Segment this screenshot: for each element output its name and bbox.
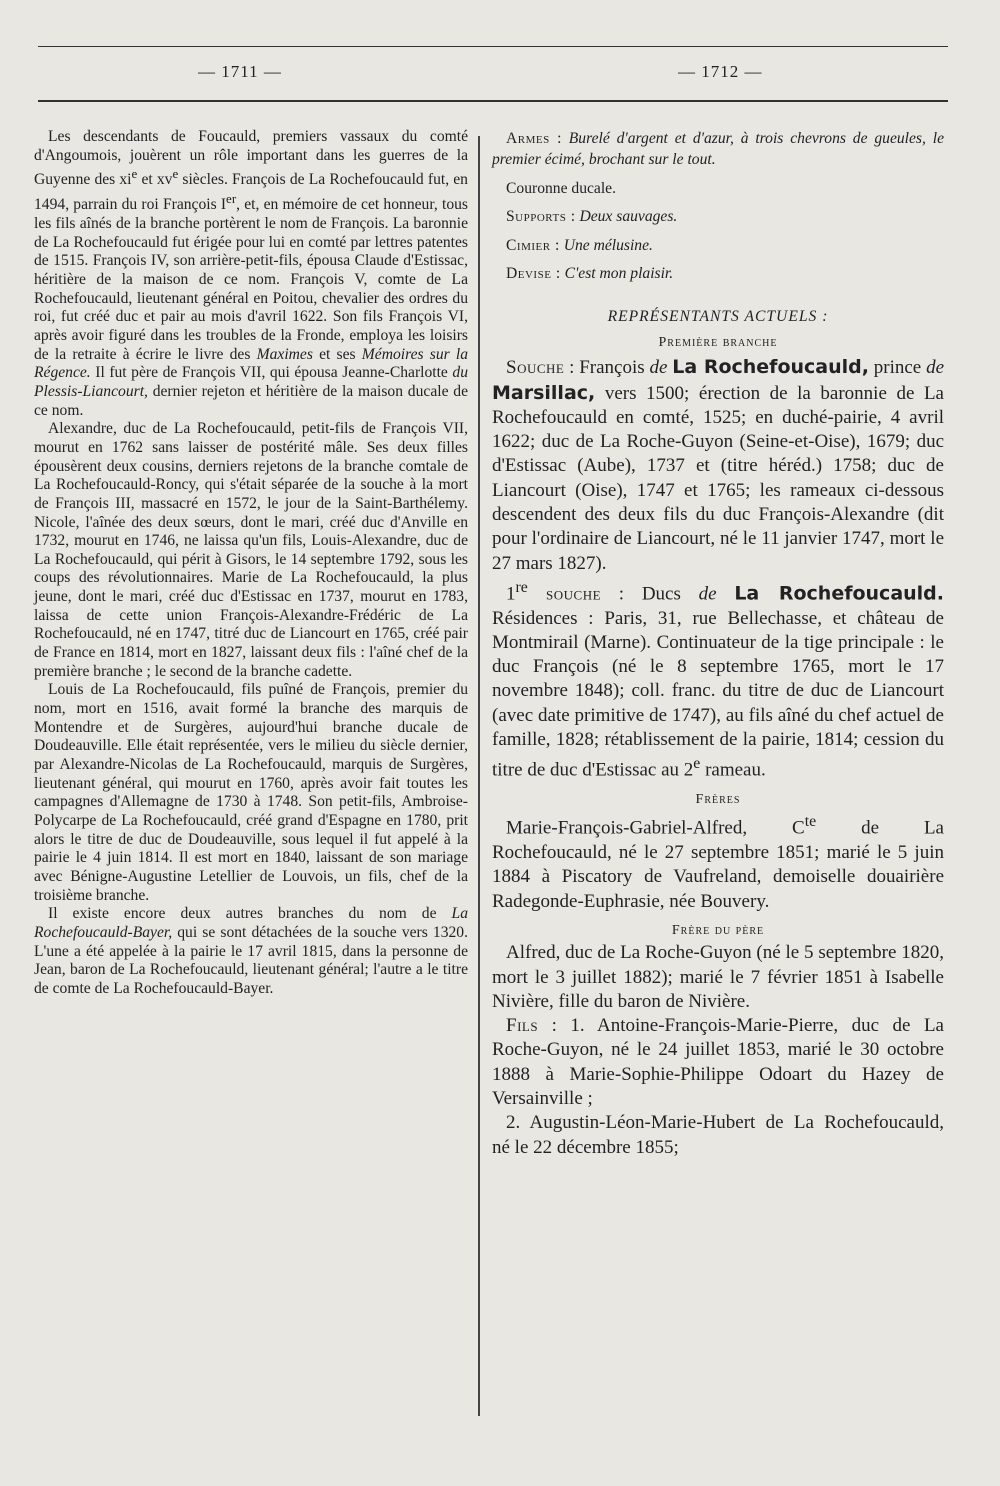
right-page-number: — 1712 — bbox=[678, 62, 763, 81]
armes-entry: Armes : Burelé d'argent et d'azur, à trois chevrons de gueules, le premier écimé, brochant sur le tout. bbox=[492, 130, 944, 169]
right-column bbox=[492, 128, 944, 1160]
couronne-entry: Couronne ducale. bbox=[506, 179, 616, 197]
frere-du-pere-heading: Frère du père bbox=[671, 922, 765, 938]
column-divider bbox=[478, 136, 480, 1416]
branch-heading: Première branche bbox=[658, 334, 778, 350]
frere-du-pere-entry: Alfred, duc de La Roche-Guyon (né le 5 septembre 1820, mort le 3 juillet 1882); marié le 7 février 1851 à Isabelle Nivière, fille du baron de Nivière. bbox=[492, 942, 944, 1012]
top-rule bbox=[38, 46, 948, 47]
left-paragraph-3: Louis de La Rochefoucauld, fils puîné de François, premier du nom, mort en 1516, avait formé la branche des marquis de Montendre et de Surgères, aujourd'hui branche ducale de Doudeauville. Elle était représentée, vers le milieu du siècle dernier, par Alexandre-Nicolas de La Rochefoucauld, marquis de Surgères, lieutenant général, qui mourut en 1760, après avoir fait toutes les campagnes d'Allemagne de 1730 à 1748. Son petit-fils, Ambroise-Polycarpe de La Rochefoucauld, créé grand d'Espagne en 1780, prit alors le titre de duc de Doudeauville, sous lequel il fut appelé à la pairie le 4 juin 1814. Il est mort en 1840, laissant de son mariage avec Bénigne-Augustine Letellier de Louvois, un fils, chef de la troisième branche. bbox=[34, 681, 468, 904]
fils-entry: Fils : 1. Antoine-François-Marie-Pierre, duc de La Roche-Guyon, né le 24 juillet 1853, marié le 30 octobre 1888 à Marie-Sophie-Philippe Odoart du Hazey de Versainville ; bbox=[492, 1015, 944, 1110]
left-page-number: — 1711 — bbox=[198, 62, 282, 81]
freres-heading: Frères bbox=[695, 791, 741, 807]
left-column bbox=[34, 128, 468, 999]
fils-2-entry: 2. Augustin-Léon-Marie-Hubert de La Rochefoucauld, né le 22 décembre 1855; bbox=[492, 1112, 944, 1158]
souche-entry: Souche : François de La Rochefoucauld, prince de Marsillac, vers 1500; érection de la baronnie de La Rochefoucauld en comté, 1525; en duché-pairie, 4 avril 1622; duc de La Roche-Guyon (Seine-et-Oise), 1679; duc d'Estissac (Aube), 1737 et (titre héréd.) 1758; duc de Liancourt (Oise), 1747 et 1765; les rameaux ci-dessous descendent des deux fils du duc François-Alexandre (dit pour l'ordinaire de Liancourt, né le 11 janvier 1747, mort le 27 mars 1827). bbox=[492, 356, 944, 574]
header-rule bbox=[38, 100, 948, 102]
cimier-entry: Cimier : Une mélusine. bbox=[506, 236, 653, 254]
supports-entry: Supports : Deux sauvages. bbox=[506, 208, 678, 226]
section-heading: REPRÉSENTANTS ACTUELS : bbox=[607, 308, 829, 326]
left-paragraph-2: Alexandre, duc de La Rochefoucauld, petit-fils de François VII, mourut en 1762 sans laisser de postérité mâle. Ses deux filles épousèrent deux cousins, derniers rejetons de la branche comtale de La Rochefoucauld-Roncy, qui s'était séparée de la souche à la mort de François III, massacré en 1572, le jour de la Saint-Barthélemy. Nicole, l'aînée des deux sœurs, dont le mari, créé duc d'Anville en 1732, mourut en 1746, ne laissa qu'un fils, Louis-Alexandre, duc de La Rochefoucauld, qui périt à Gisors, le 14 septembre 1792, sous les coups des révolutionnaires. Marie de La Rochefoucauld, la plus jeune, dont le mari, créé duc d'Estissac en 1737, mourut en 1783, laissa de cette union François-Alexandre-Frédéric de La Rochefoucauld, né en 1747, titré duc de Liancourt en 1765, créé pair de France en 1814, mort en 1827, laissant deux fils : l'aîné chef de la première branche ; le second de la branche cadette. bbox=[34, 420, 468, 680]
devise-entry: Devise : C'est mon plaisir. bbox=[506, 265, 674, 283]
left-paragraph-1: Les descendants de Foucauld, premiers vassaux du comté d'Angoumois, jouèrent un rôle important dans les guerres de la Guyenne des $xi^e$ et $xv^e$ siècles. François de La Rochefoucauld fut, en 1494, parrain du roi François Ier, et, en mémoire de cet honneur, tous les fils aînés de la branche portèrent le nom de François. La baronnie de La Rochefoucauld fut érigée pour lui en comté par lettres patentes de 1515. François IV, son arrière-petit-fils, épousa Claude d'Estissac, héritière de la maison de ce nom. François V, comte de La Rochefoucauld, lieutenant général en Poitou, chevalier des ordres du roi, fut créé duc et pair au mois d'avril 1622. Son fils François VI, après avoir figuré dans les troubles de la Fronde, employa les loisirs de la retraite à écrire le livre des Maximes et ses Mémoires sur la Régence. Il fut père de François VII, qui épousa Jeanne-Charlotte du Plessis-Liancourt, dernier rejeton et héritière de la maison ducale de ce nom. bbox=[34, 128, 468, 419]
first-souche-entry: 1re souche : Ducs de La Rochefoucauld. Résidences : Paris, 31, rue Bellechasse, et château de Montmirail (Marne). Continuateur de la tige principale : le duc François (né le 8 septembre 1765, mort le 17 novembre 1848); coll. franc. du titre de duc de Liancourt (avec date primitive de 1747), au fils aîné du chef actuel de famille, 1828; rétablissement de la pairie, 1814; cession du titre de duc d'Estissac au 2e rameau. bbox=[492, 578, 944, 781]
left-paragraph-4: Il existe encore deux autres branches du nom de La Rochefoucauld-Bayer, qui se sont détachées de la souche vers 1320. L'une a été appelée à la pairie le 17 avril 1815, dans la personne de Jean, baron de La Rochefoucauld, lieutenant général; l'autre a le titre de comte de La Rochefoucauld-Bayer. bbox=[34, 905, 468, 997]
freres-entry: Marie-François-Gabriel-Alfred, $C^{te}$ de La Rochefoucauld, né le 27 septembre 1851; marié le 5 juin 1884 à Piscatory de Vaufreland, demoiselle douairière Radegonde-Euphrasie, née Bouvery. bbox=[492, 813, 944, 912]
